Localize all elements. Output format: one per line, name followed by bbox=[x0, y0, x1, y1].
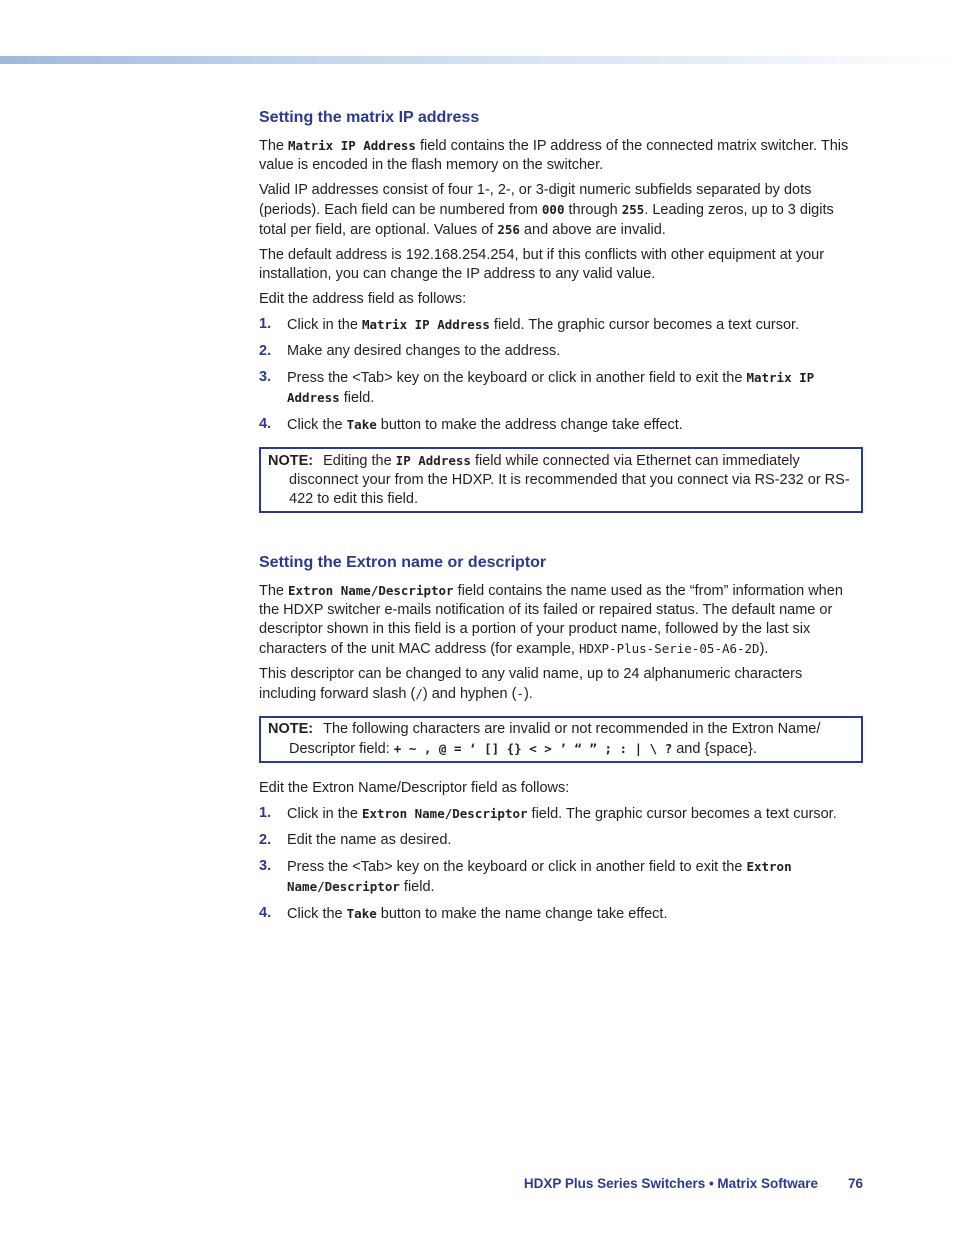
note-label: NOTE: bbox=[268, 721, 314, 737]
paragraph-ip-field: The Matrix IP Address field contains the IP address of the connected matrix switcher. This value is encoded in the flash memory on the switcher. bbox=[259, 138, 849, 173]
page-number: 76 bbox=[847, 1176, 863, 1191]
steps-list-name bbox=[259, 804, 863, 924]
paragraph-descriptor-rules: This descriptor can be changed to any valid name, up to 24 alphanumeric characters including forward slash (/) and hyphen (-). bbox=[259, 666, 803, 702]
paragraph-edit-intro: Edit the address field as follows: bbox=[259, 291, 467, 307]
code-example-name: HDXP-Plus-Serie-05-A6-2D bbox=[578, 641, 760, 656]
section-title-matrix-ip: Setting the matrix IP address bbox=[259, 109, 480, 126]
section-title-extron-name: Setting the Extron name or descriptor bbox=[259, 554, 547, 571]
step-item: 3. Press the <Tab> key on the keyboard or click in another field to exit the Extron Name/Descriptor field. bbox=[259, 858, 792, 895]
step-item: 2. Make any desired changes to the address. bbox=[259, 343, 561, 359]
note-label: NOTE: bbox=[268, 453, 314, 469]
step-item: 2. Edit the name as desired. bbox=[259, 832, 452, 848]
note-box-characters: NOTE: The following characters are invalid or not recommended in the Extron Name/ Descriptor field: + ~ , @ = ‘ [] {} < > ’ “ ” ; : | \ ? and {space}. bbox=[259, 716, 863, 763]
page-footer bbox=[0, 1174, 863, 1193]
page-content bbox=[259, 108, 863, 931]
paragraph-edit-name-intro: Edit the Extron Name/Descriptor field as follows: bbox=[259, 780, 570, 796]
steps-list-ip bbox=[259, 315, 863, 435]
paragraph-name-field: The Extron Name/Descriptor field contains the name used as the “from” information when the HDXP switcher e-mails notification of its failed or repaired status. The default name or descriptor shown in this field is a portion of your product name, followed by the last six characters of the unit MAC address (for example, HDXP-Plus-Serie-05-A6-2D). bbox=[259, 583, 843, 657]
note-box-ip: NOTE: Editing the IP Address field while connected via Ethernet can immediately disconnect your from the HDXP. It is recommended that you connect via RS-232 or RS-422 to edit this field. bbox=[259, 447, 863, 513]
step-item: 4. Click the Take button to make the name change take effect. bbox=[259, 905, 668, 922]
header-gradient-bar bbox=[0, 56, 954, 64]
step-item: 1. Click in the Matrix IP Address field. The graphic cursor becomes a text cursor. bbox=[259, 316, 800, 333]
footer-title: HDXP Plus Series Switchers • Matrix Software bbox=[523, 1176, 818, 1191]
section-matrix-ip bbox=[259, 108, 863, 513]
code-matrix-ip-address: Matrix IP Address bbox=[288, 138, 416, 153]
section-extron-name bbox=[259, 553, 863, 924]
step-item: 3. Press the <Tab> key on the keyboard or click in another field to exit the Matrix IP Address field. bbox=[259, 369, 815, 406]
step-item: 1. Click in the Extron Name/Descriptor field. The graphic cursor becomes a text cursor. bbox=[259, 805, 837, 822]
paragraph-valid-ip: Valid IP addresses consist of four 1-, 2-, or 3-digit numeric subfields separated by dots (periods). Each field can be numbered from 000 through 255. Leading zeros, up to 3 digits total per field, are optional. Values of 256 and above are invalid. bbox=[259, 182, 834, 238]
paragraph-default-address: The default address is 192.168.254.254, but if this conflicts with other equipment at your installation, you can change the IP address to any valid value. bbox=[259, 247, 825, 282]
step-item: 4. Click the Take button to make the address change take effect. bbox=[259, 416, 683, 433]
